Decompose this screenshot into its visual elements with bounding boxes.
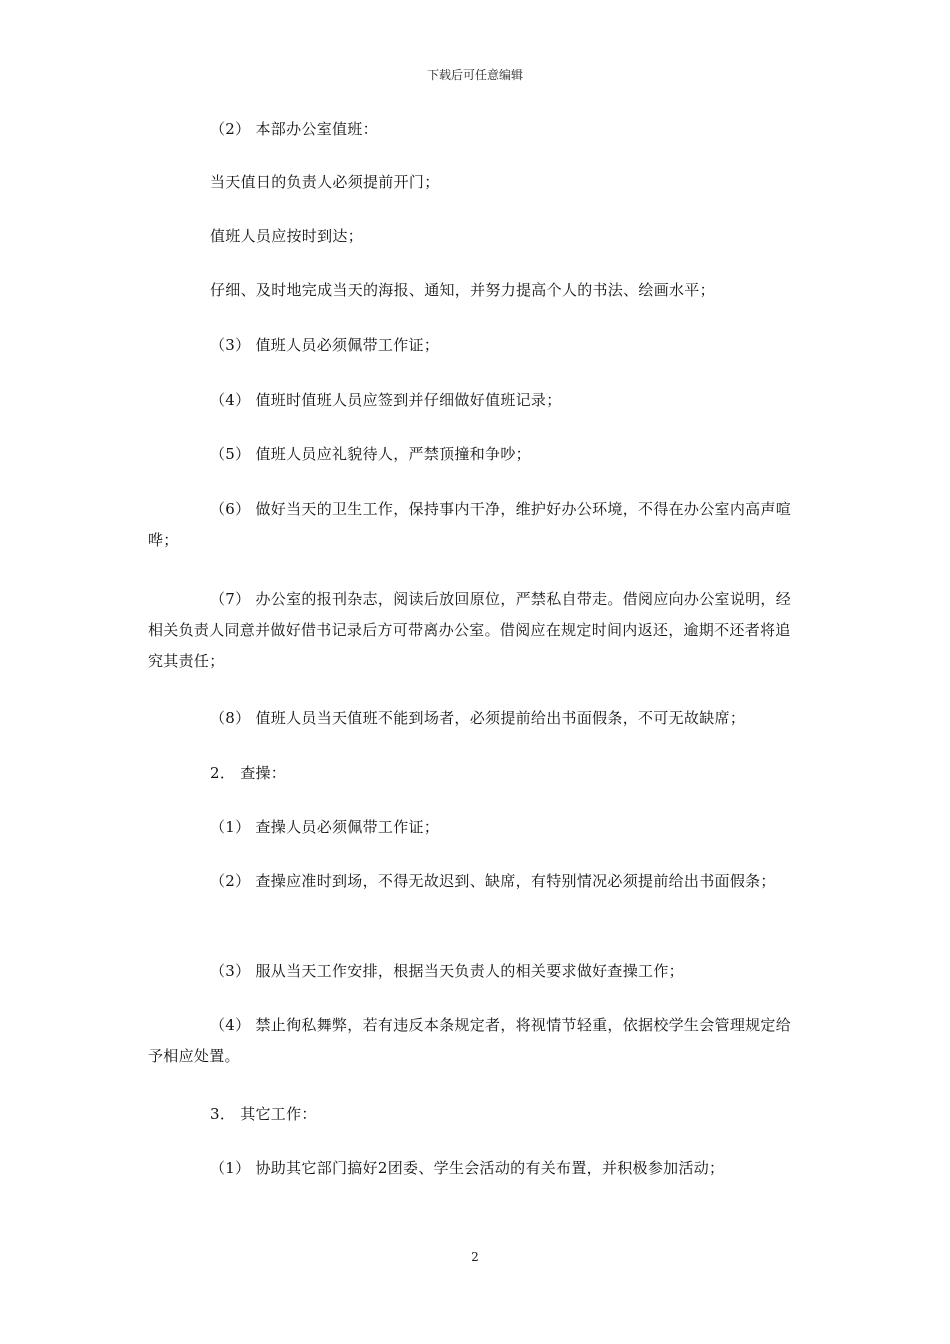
paragraph: （8） 值班人员当天值班不能到场者，必须提前给出书面假条，不可无故缺席； — [210, 709, 746, 727]
paragraph: 值班人员应按时到达； — [210, 227, 364, 245]
paragraph: （3） 值班人员必须佩带工作证； — [210, 336, 440, 354]
section-heading: 3． 其它工作： — [210, 1105, 317, 1123]
section-heading: 2． 查操： — [210, 764, 287, 782]
paragraph: （4） 禁止徇私舞弊，若有违反本条规定者，将视情节轻重，依据校学生会管理规定给予相应处置。 — [148, 1016, 792, 1065]
paragraph: （3） 服从当天工作安排，根据当天负责人的相关要求做好查操工作； — [210, 962, 684, 980]
page-header: 下载后可任意编辑 — [426, 68, 523, 82]
paragraph: （1） 协助其它部门搞好2团委、学生会活动的有关布置，并积极参加活动； — [210, 1159, 725, 1177]
paragraph: （4） 值班时值班人员应签到并仔细做好值班记录； — [210, 391, 562, 409]
paragraph: 仔细、及时地完成当天的海报、通知，并努力提高个人的书法、绘画水平； — [210, 281, 715, 299]
page-number: 2 — [471, 1250, 479, 1264]
paragraph: （7） 办公室的报刊杂志，阅读后放回原位，严禁私自带走。借阅应向办公室说明，经相关负责人同意并做好借书记录后方可带离办公室。借阅应在规定时间内返还，逾期不还者将追究其责任； — [148, 590, 792, 670]
paragraph: （2） 本部办公室值班： — [210, 120, 378, 138]
paragraph: （1） 查操人员必须佩带工作证； — [210, 818, 440, 836]
paragraph: （5） 值班人员应礼貌待人，严禁顶撞和争吵； — [210, 445, 531, 463]
paragraph: （2） 查操应准时到场，不得无故迟到、缺席，有特别情况必须提前给出书面假条； — [210, 872, 776, 890]
paragraph: 当天值日的负责人必须提前开门； — [210, 173, 440, 191]
paragraph: （6） 做好当天的卫生工作，保持事内干净，维护好办公环境，不得在办公室内高声喧哗； — [148, 500, 792, 549]
